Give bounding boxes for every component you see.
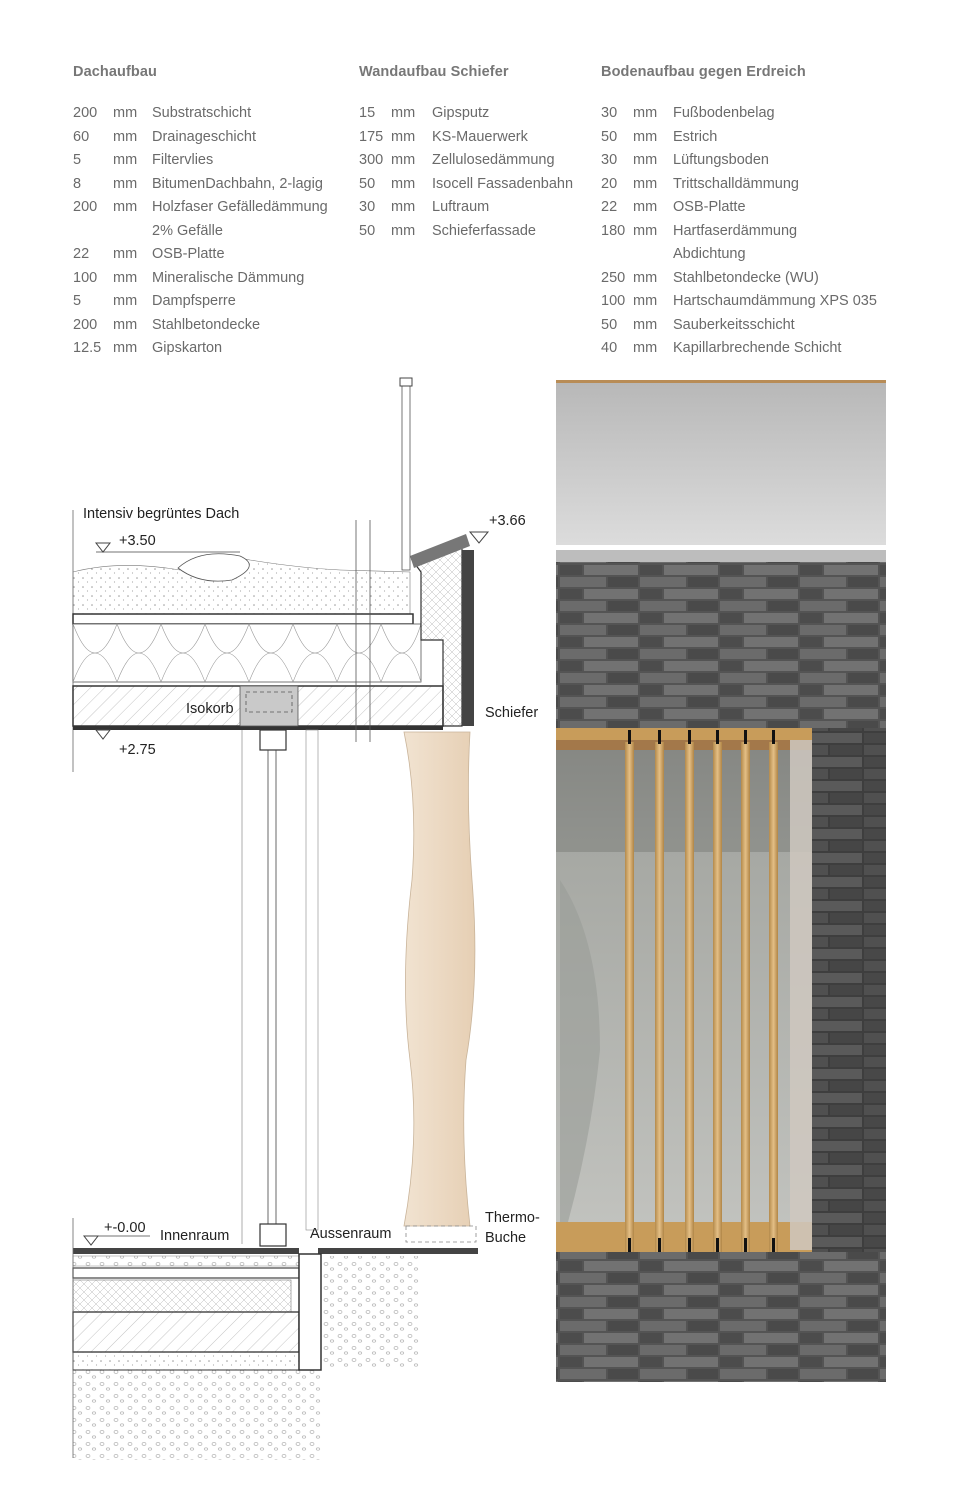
layer-thickness: 100 <box>601 293 626 309</box>
thermo-label-1: Thermo- <box>485 1210 540 1226</box>
floor-section <box>73 1218 478 1460</box>
layer-description: Gipskarton <box>152 340 223 356</box>
layer-thickness: 50 <box>601 316 618 333</box>
layer-description: Drainageschicht <box>152 128 256 145</box>
layer-thickness: 40 <box>601 340 618 356</box>
layer-thickness: 50 <box>359 222 376 239</box>
dachaufbau-title: Dachaufbau <box>73 64 157 80</box>
layer-unit: mm <box>633 293 658 309</box>
layer-thickness: 22 <box>601 199 618 215</box>
layer-description: Substratschicht <box>152 105 252 121</box>
layer-thickness: 250 <box>601 269 626 286</box>
layer-thickness: 12.5 <box>73 340 102 356</box>
layer-unit: mm <box>113 128 138 145</box>
layer-thickness: 200 <box>73 316 98 333</box>
facade-elevation <box>556 380 886 1382</box>
isokorb-label: Isokorb <box>186 701 234 717</box>
layer-unit: mm <box>113 152 138 168</box>
layer-unit: mm <box>633 340 658 356</box>
roof-label: Intensiv begrüntes Dach <box>83 506 240 522</box>
layer-unit: mm <box>391 199 416 215</box>
layer-description: Sauberkeitsschicht <box>673 316 795 333</box>
layer-unit: mm <box>391 105 416 121</box>
layer-thickness: 50 <box>601 128 618 145</box>
layer-description: Stahlbetondecke (WU) <box>673 269 819 286</box>
layer-description: Holzfaser Gefälledämmung <box>152 199 328 215</box>
layer-thickness: 30 <box>601 152 618 168</box>
layer-thickness: 20 <box>601 175 618 192</box>
layer-unit: mm <box>633 105 658 121</box>
layer-description: Stahlbetondecke <box>152 316 261 333</box>
level-ceiling: +2.75 <box>119 742 156 758</box>
layer-unit: mm <box>633 128 658 145</box>
layer-description: Gipsputz <box>432 105 490 121</box>
layer-unit: mm <box>113 340 138 356</box>
level-roof: +3.50 <box>119 533 156 549</box>
layer-unit: mm <box>633 222 658 239</box>
thermo-label-2: Buche <box>485 1230 527 1246</box>
roof-section <box>73 378 474 772</box>
wandaufbau-title: Wandaufbau Schiefer <box>359 64 509 80</box>
layer-unit: mm <box>391 152 416 168</box>
layer-description: OSB-Platte <box>673 199 746 215</box>
layer-description: Luftraum <box>432 199 490 215</box>
layer-description: KS-Mauerwerk <box>432 128 528 145</box>
layer-unit: mm <box>113 199 138 215</box>
layer-unit: mm <box>391 128 416 145</box>
layer-unit: mm <box>633 175 658 192</box>
layer-description: Abdichtung <box>673 246 746 262</box>
layer-unit: mm <box>113 175 138 192</box>
layer-thickness: 30 <box>359 199 376 215</box>
layer-thickness: 175 <box>359 128 384 145</box>
layer-thickness: 60 <box>73 128 90 145</box>
layer-description: Mineralische Dämmung <box>152 269 305 286</box>
layer-unit: mm <box>113 105 138 121</box>
layer-thickness: 22 <box>73 246 90 262</box>
layer-unit: mm <box>113 293 138 309</box>
layer-description: Dampfsperre <box>152 293 236 309</box>
layer-description: 2% Gefälle <box>152 222 223 239</box>
level-top: +3.66 <box>489 513 526 529</box>
layer-unit: mm <box>113 316 138 333</box>
layer-thickness: 180 <box>601 222 626 239</box>
layer-unit: mm <box>113 269 138 286</box>
layer-thickness: 8 <box>73 175 82 192</box>
innenraum-label: Innenraum <box>160 1228 230 1244</box>
layer-description: Isocell Fassadenbahn <box>432 175 574 192</box>
layer-description: Filtervlies <box>152 152 214 168</box>
layer-description: Estrich <box>673 128 718 145</box>
layer-description: BitumenDachbahn, 2-lagig <box>152 175 323 192</box>
layer-thickness: 300 <box>359 152 384 168</box>
window-section <box>242 730 476 1246</box>
layer-description: Hartfaserdämmung <box>673 222 798 239</box>
layer-description: Lüftungsboden <box>673 152 769 168</box>
layer-thickness: 5 <box>73 152 82 168</box>
layer-description: Zellulosedämmung <box>432 152 555 168</box>
layer-description: OSB-Platte <box>152 246 225 262</box>
layer-description: Fußbodenbelag <box>673 105 775 121</box>
schiefer-label: Schiefer <box>485 705 539 721</box>
layer-unit: mm <box>113 246 138 262</box>
layer-unit: mm <box>633 269 658 286</box>
layer-thickness: 15 <box>359 105 376 121</box>
layer-unit: mm <box>391 175 416 192</box>
layer-unit: mm <box>633 199 658 215</box>
layer-description: Hartschaumdämmung XPS 035 <box>673 293 877 309</box>
layer-thickness: 200 <box>73 199 98 215</box>
layer-description: Schieferfassade <box>432 222 536 239</box>
layer-thickness: 200 <box>73 105 98 121</box>
layer-thickness: 50 <box>359 175 376 192</box>
layer-description: Kapillarbrechende Schicht <box>673 340 842 356</box>
layer-thickness: 5 <box>73 293 82 309</box>
bodenaufbau-title: Bodenaufbau gegen Erdreich <box>601 64 806 80</box>
layer-unit: mm <box>633 316 658 333</box>
layer-description: Trittschalldämmung <box>673 175 799 192</box>
level-floor: +-0.00 <box>104 1220 146 1236</box>
layer-unit: mm <box>391 222 416 239</box>
layer-thickness: 100 <box>73 269 98 286</box>
layer-unit: mm <box>633 152 658 168</box>
aussenraum-label: Aussenraum <box>310 1226 392 1242</box>
layer-thickness: 30 <box>601 105 618 121</box>
